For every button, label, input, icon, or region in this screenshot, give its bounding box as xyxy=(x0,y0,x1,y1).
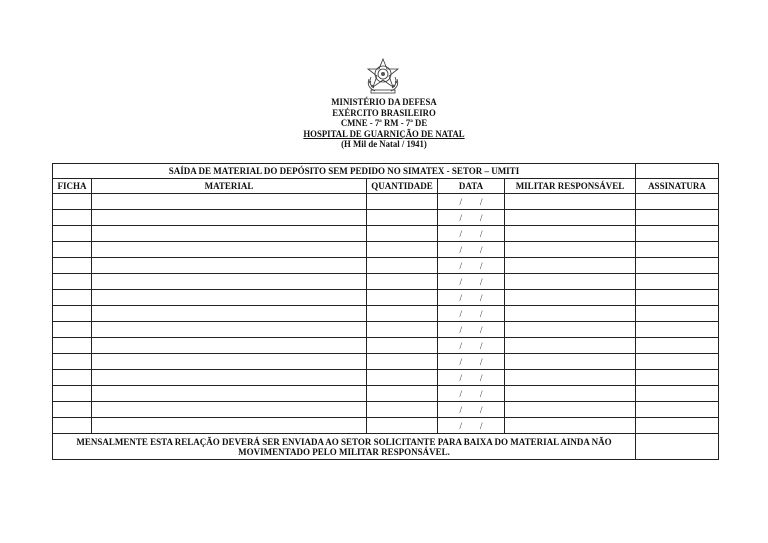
ficha-cell[interactable] xyxy=(53,322,92,338)
form-title: SAÍDA DE MATERIAL DO DEPÓSITO SEM PEDIDO NO SIMATEX - SETOR – UMITI xyxy=(53,164,636,179)
ficha-cell[interactable] xyxy=(53,306,92,322)
data-cell[interactable] xyxy=(438,386,505,402)
material-cell[interactable] xyxy=(92,354,367,370)
assinatura-cell[interactable] xyxy=(636,338,719,354)
coat-of-arms-emblem xyxy=(363,57,403,95)
date-placeholder: / / xyxy=(459,404,483,415)
table-row xyxy=(53,290,719,306)
data-cell[interactable] xyxy=(438,274,505,290)
assinatura-cell[interactable] xyxy=(636,242,719,258)
quantidade-cell[interactable] xyxy=(367,306,438,322)
ficha-cell[interactable] xyxy=(53,418,92,434)
date-placeholder: / / xyxy=(459,356,483,367)
militar-cell[interactable] xyxy=(505,226,636,242)
date-placeholder: / / xyxy=(459,340,483,351)
date-placeholder: / / xyxy=(459,420,483,431)
ficha-cell[interactable] xyxy=(53,354,92,370)
material-cell[interactable] xyxy=(92,290,367,306)
material-cell[interactable] xyxy=(92,402,367,418)
date-placeholder: / / xyxy=(459,196,483,207)
header-subtitle: (H Mil de Natal / 1941) xyxy=(341,140,427,150)
militar-cell[interactable] xyxy=(505,402,636,418)
data-cell[interactable] xyxy=(438,402,505,418)
date-placeholder: / / xyxy=(459,308,483,319)
ficha-cell[interactable] xyxy=(53,226,92,242)
footer-row xyxy=(53,434,719,460)
militar-cell[interactable] xyxy=(505,322,636,338)
blank-title-cell xyxy=(636,164,719,179)
col-ficha: FICHA xyxy=(53,179,92,194)
assinatura-cell[interactable] xyxy=(636,274,719,290)
date-placeholder: / / xyxy=(459,276,483,287)
header-ministry: MINISTÉRIO DA DEFESA xyxy=(331,98,437,108)
date-placeholder: / / xyxy=(459,388,483,399)
table-row xyxy=(53,354,719,370)
ficha-cell[interactable] xyxy=(53,386,92,402)
table-row xyxy=(53,418,719,434)
quantidade-cell[interactable] xyxy=(367,226,438,242)
material-cell[interactable] xyxy=(92,386,367,402)
date-placeholder: / / xyxy=(459,372,483,383)
militar-cell[interactable] xyxy=(505,386,636,402)
table-row xyxy=(53,338,719,354)
quantidade-cell[interactable] xyxy=(367,338,438,354)
ficha-cell[interactable] xyxy=(53,274,92,290)
material-cell[interactable] xyxy=(92,226,367,242)
table-row xyxy=(53,322,719,338)
assinatura-cell[interactable] xyxy=(636,322,719,338)
col-assinatura: ASSINATURA xyxy=(636,179,719,194)
quantidade-cell[interactable] xyxy=(367,402,438,418)
footer-note: MENSALMENTE ESTA RELAÇÃO DEVERÁ SER ENVIADA AO SETOR SOLICITANTE PARA BAIXA DO MATERIAL AINDA NÃO MOVIMENTADO PELO MILITAR RESPONSÁVEL. xyxy=(53,434,636,460)
table-row xyxy=(53,226,719,242)
col-material: MATERIAL xyxy=(92,179,367,194)
date-placeholder: / / xyxy=(459,324,483,335)
material-cell[interactable] xyxy=(92,258,367,274)
militar-cell[interactable] xyxy=(505,418,636,434)
ficha-cell[interactable] xyxy=(53,194,92,210)
data-cell[interactable] xyxy=(438,258,505,274)
data-cell[interactable] xyxy=(438,306,505,322)
table-row xyxy=(53,242,719,258)
militar-cell[interactable] xyxy=(505,274,636,290)
quantidade-cell[interactable] xyxy=(367,386,438,402)
col-data: DATA xyxy=(438,179,505,194)
militar-cell[interactable] xyxy=(505,370,636,386)
quantidade-cell[interactable] xyxy=(367,370,438,386)
material-output-form xyxy=(52,163,719,460)
quantidade-cell[interactable] xyxy=(367,242,438,258)
assinatura-cell[interactable] xyxy=(636,258,719,274)
material-cell[interactable] xyxy=(92,274,367,290)
material-cell[interactable] xyxy=(92,194,367,210)
table-row xyxy=(53,306,719,322)
ficha-cell[interactable] xyxy=(53,290,92,306)
table-row xyxy=(53,386,719,402)
assinatura-cell[interactable] xyxy=(636,354,719,370)
date-placeholder: / / xyxy=(459,260,483,271)
militar-cell[interactable] xyxy=(505,242,636,258)
ficha-cell[interactable] xyxy=(53,338,92,354)
data-cell[interactable] xyxy=(438,194,505,210)
data-cell[interactable] xyxy=(438,290,505,306)
date-placeholder: / / xyxy=(459,228,483,239)
material-cell[interactable] xyxy=(92,370,367,386)
militar-cell[interactable] xyxy=(505,290,636,306)
assinatura-cell[interactable] xyxy=(636,210,719,226)
date-placeholder: / / xyxy=(459,212,483,223)
quantidade-cell[interactable] xyxy=(367,418,438,434)
material-cell[interactable] xyxy=(92,418,367,434)
militar-cell[interactable] xyxy=(505,258,636,274)
data-cell[interactable] xyxy=(438,338,505,354)
date-placeholder: / / xyxy=(459,292,483,303)
header-command: CMNE - 7ª RM - 7ª DE xyxy=(340,119,428,129)
table-row xyxy=(53,274,719,290)
data-cell[interactable] xyxy=(438,210,505,226)
document-header xyxy=(261,98,508,151)
col-quantidade: QUANTIDADE xyxy=(367,179,438,194)
ficha-cell[interactable] xyxy=(53,210,92,226)
material-cell[interactable] xyxy=(92,242,367,258)
ficha-cell[interactable] xyxy=(53,258,92,274)
assinatura-cell[interactable] xyxy=(636,290,719,306)
ficha-cell[interactable] xyxy=(53,402,92,418)
table-row xyxy=(53,194,719,210)
data-cell[interactable] xyxy=(438,354,505,370)
form-title-row xyxy=(53,164,719,179)
quantidade-cell[interactable] xyxy=(367,290,438,306)
militar-cell[interactable] xyxy=(505,210,636,226)
table-row xyxy=(53,370,719,386)
assinatura-cell[interactable] xyxy=(636,402,719,418)
date-placeholder: / / xyxy=(459,244,483,255)
militar-cell[interactable] xyxy=(505,354,636,370)
table-row xyxy=(53,258,719,274)
material-cell[interactable] xyxy=(92,338,367,354)
header-hospital: HOSPITAL DE GUARNIÇÃO DE NATAL xyxy=(303,129,465,140)
data-cell[interactable] xyxy=(438,226,505,242)
assinatura-cell[interactable] xyxy=(636,194,719,210)
assinatura-cell[interactable] xyxy=(636,306,719,322)
material-cell[interactable] xyxy=(92,210,367,226)
assinatura-cell[interactable] xyxy=(636,370,719,386)
blank-footer-cell xyxy=(636,434,719,460)
data-cell[interactable] xyxy=(438,322,505,338)
material-cell[interactable] xyxy=(92,306,367,322)
ficha-cell[interactable] xyxy=(53,370,92,386)
assinatura-cell[interactable] xyxy=(636,386,719,402)
quantidade-cell[interactable] xyxy=(367,322,438,338)
table-row xyxy=(53,210,719,226)
quantidade-cell[interactable] xyxy=(367,210,438,226)
data-cell[interactable] xyxy=(438,370,505,386)
militar-cell[interactable] xyxy=(505,194,636,210)
militar-cell[interactable] xyxy=(505,306,636,322)
quantidade-cell[interactable] xyxy=(367,274,438,290)
militar-cell[interactable] xyxy=(505,338,636,354)
data-cell[interactable] xyxy=(438,418,505,434)
material-cell[interactable] xyxy=(92,322,367,338)
quantidade-cell[interactable] xyxy=(367,354,438,370)
quantidade-cell[interactable] xyxy=(367,258,438,274)
data-cell[interactable] xyxy=(438,242,505,258)
column-header-row xyxy=(53,179,719,194)
table-row xyxy=(53,402,719,418)
ficha-cell[interactable] xyxy=(53,242,92,258)
assinatura-cell[interactable] xyxy=(636,418,719,434)
col-militar-responsavel: MILITAR RESPONSÁVEL xyxy=(505,179,636,194)
header-army: EXÉRCITO BRASILEIRO xyxy=(332,108,436,119)
assinatura-cell[interactable] xyxy=(636,226,719,242)
quantidade-cell[interactable] xyxy=(367,194,438,210)
